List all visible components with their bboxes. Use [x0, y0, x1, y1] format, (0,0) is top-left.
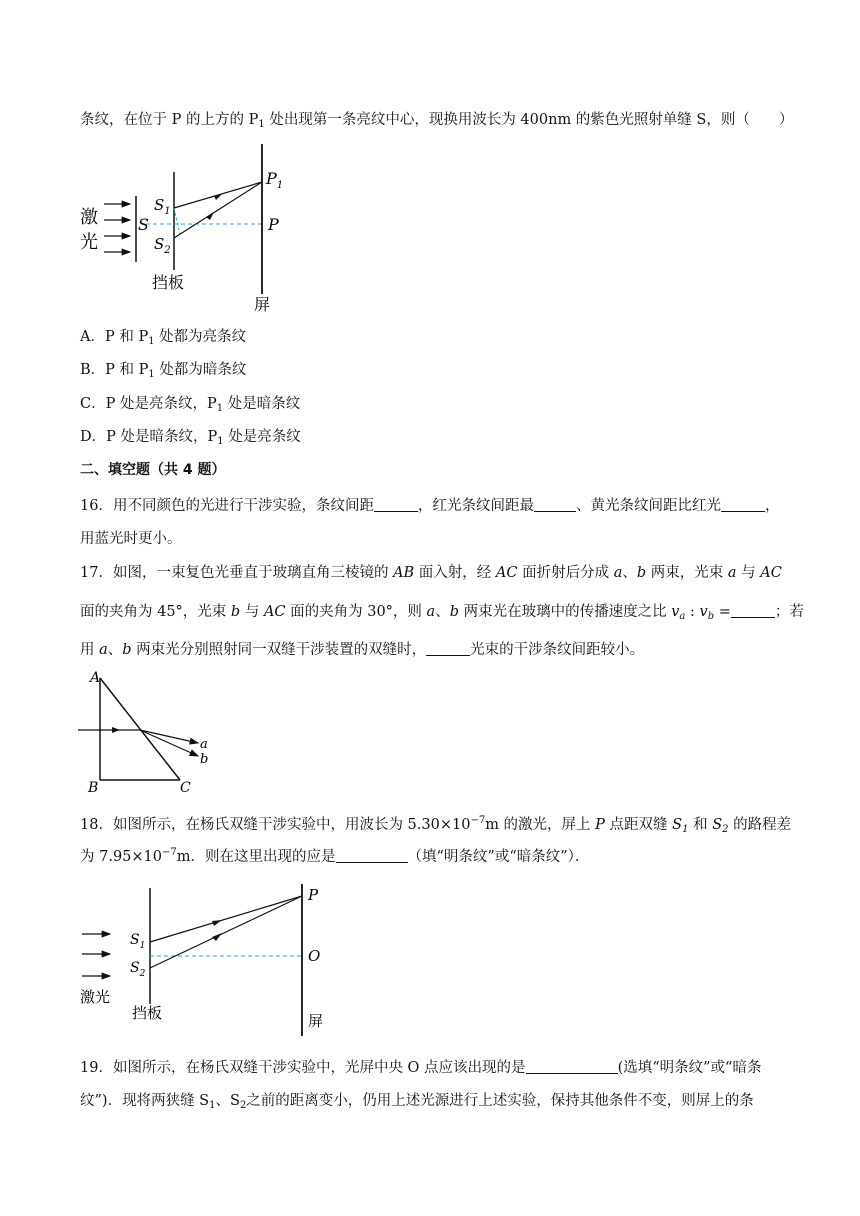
q17-line-3: 用 a、b 两束光分别照射同一双缝干涉装置的双缝时， 光束的干涉条纹间距较小。 — [80, 642, 645, 658]
q16-line-1: 16．用不同颜色的光进行干涉实验，条纹间距 ，红光条纹间距最 、黄光条纹间距比红光 ， — [80, 498, 780, 514]
q15-option-c: C．P 处是亮条纹，$P_1$ 处是暗条纹 — [80, 396, 301, 414]
q15-option-b: B．P 和 $P_1$ 处都为暗条纹 — [80, 362, 247, 380]
label-screen: 屏 — [254, 295, 271, 314]
q18-line-1: 18．如图所示，在杨氏双缝干涉实验中，用波长为 $5.30\times 10^{-7}m$ 的激光，屏上 P 点距双缝 $S_1$ 和 $S_2$ 的路程差 — [80, 815, 792, 835]
prism-label-B: B — [88, 780, 99, 796]
q16-blank-3 — [721, 497, 765, 512]
ray-from-S2 — [174, 182, 262, 238]
label-S: S — [138, 215, 149, 234]
prism-label-C: C — [180, 780, 191, 796]
q18-blank — [336, 848, 408, 863]
ray-from-S1 — [150, 896, 302, 942]
label-P: P — [268, 215, 279, 234]
prism-label-A: A — [90, 670, 101, 686]
q17-prism-figure — [76, 668, 226, 796]
q17-line-2: 面的夹角为 45°，光束 b 与 AC 面的夹角为 30°，则 a、b 两束光在玻璃中的传播速度之比 $v_a$ : $v_b$ = ；若 — [80, 604, 804, 622]
laser-char-1: 激 — [80, 207, 98, 228]
q15-text-line — [80, 110, 793, 135]
label-O: O — [308, 947, 321, 965]
label-S2: $S_2$ — [130, 960, 146, 979]
label-baffle: 挡板 — [132, 1004, 163, 1022]
q17-line-1: 17．如图，一束复色光垂直于玻璃直角三棱镜的 AB 面入射，经 AC 面折射后分成 a、b 两束，光束 a 与 AC — [80, 565, 782, 581]
section-heading: 二、填空题（共 4 题） — [80, 462, 226, 478]
q15-option-a: A．P 和 $P_1$ 处都为亮条纹 — [80, 329, 247, 347]
q16-line-2: 用蓝光时更小。 — [80, 531, 182, 547]
q18-line-2: 为 $7.95\times 10^{-7}m$．则在这里出现的应是 （填“明条纹”或“暗条纹”）． — [80, 847, 590, 865]
ray-from-S2 — [150, 896, 302, 968]
label-S2: $S_2$ — [154, 235, 171, 256]
q15-double-slit-figure — [76, 142, 296, 317]
ray-a-label: a — [200, 737, 208, 752]
label-P: P — [308, 886, 319, 904]
slit-dashed-connector — [174, 208, 180, 234]
q16-blank-2 — [534, 497, 576, 512]
q17-blank-1 — [731, 603, 775, 618]
q19-line-2: 纹”)．现将两狭缝 $S_1$、$S_2$之前的距离变小，仍用上述光源进行上述实验，保持其他条件不变，则屏上的条 — [80, 1093, 754, 1111]
label-screen: 屏 — [308, 1012, 324, 1030]
label-P1: $P_1$ — [266, 169, 284, 191]
laser-label: 激光 — [80, 988, 111, 1006]
q15-p1-subscript: 1 — [258, 119, 265, 130]
ray-b-label: b — [200, 752, 209, 767]
q15-line-part2: 处出现第一条亮纹中心，现换用波长为 400nm 的紫色光照射单缝 S，则（ ） — [264, 112, 794, 128]
q17-blank-2 — [426, 641, 470, 656]
ray-b — [140, 730, 198, 756]
laser-char-2: 光 — [80, 232, 98, 253]
label-S1: $S_1$ — [154, 196, 171, 217]
q18-double-slit-figure — [76, 880, 336, 1040]
q15-option-d: D．P 处是暗条纹，$P_1$ 处是亮条纹 — [80, 429, 301, 447]
q19-line-1: 19．如图所示，在杨氏双缝干涉实验中，光屏中央 O 点应该出现的是 (选填“明条纹”或“暗条 — [80, 1060, 762, 1076]
label-S1: $S_1$ — [130, 932, 146, 951]
q16-blank-1 — [374, 497, 418, 512]
q15-line-part1: 条纹，在位于 P 的上方的 P — [80, 112, 259, 128]
label-baffle: 挡板 — [152, 273, 185, 292]
q19-blank — [526, 1059, 618, 1074]
